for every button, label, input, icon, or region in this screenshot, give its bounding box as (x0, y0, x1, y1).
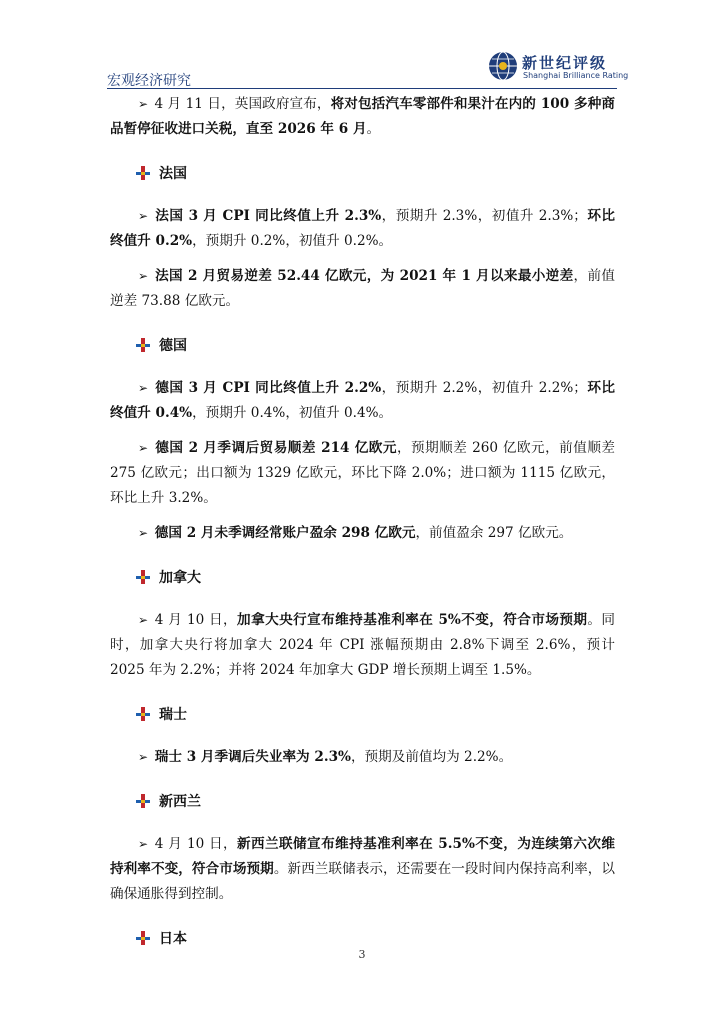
report-category-label: 宏观经济研究 (107, 73, 191, 89)
section-title: 瑞士 (159, 707, 187, 723)
arrow-bullet-icon: ➢ (138, 441, 149, 455)
section-heading-germany (110, 334, 615, 356)
list-item: ➢ 瑞士 3 月季调后失业率为 2.3%，预期及前值均为 2.2%。 (138, 749, 513, 765)
list-item: ➢ 德国 3 月 CPI 同比终值上升 2.2%，预期升 2.2%，初值升 2.2%；环比终值升 0.4%，预期升 0.4%，初值升 0.4%。 (110, 380, 615, 421)
list-item: ➢ 4 月 10 日，加拿大央行宣布维持基准利率在 5%不变，符合市场预期。同时，加拿大央行将加拿大 2024 年 CPI 涨幅预期由 2.8%下调至 2.6%，预计 2025 年为 2.2%；并将 2024 年加拿大 GDP 增长预期上调至 1.5%。 (110, 612, 616, 678)
report-body (110, 92, 615, 949)
section-heading-switzerland (110, 703, 615, 725)
section-title: 新西兰 (159, 794, 201, 810)
section-marker-icon (136, 166, 150, 180)
section-marker-icon (136, 570, 150, 584)
list-item: ➢ 法国 3 月 CPI 同比终值上升 2.3%，预期升 2.3%，初值升 2.3%；环比终值升 0.2%，预期升 0.2%，初值升 0.2%。 (110, 208, 615, 249)
globe-emblem-icon (488, 51, 518, 81)
section-heading-canada (110, 566, 615, 588)
section-marker-icon (136, 707, 150, 721)
arrow-bullet-icon: ➢ (138, 269, 149, 283)
list-item: ➢ 德国 2 月未季调经常账户盈余 298 亿欧元，前值盈余 297 亿欧元。 (138, 525, 573, 541)
section-heading-france (110, 162, 615, 184)
section-title: 法国 (159, 166, 187, 182)
page-number: 3 (358, 948, 366, 961)
arrow-bullet-icon: ➢ (138, 97, 149, 111)
section-title: 日本 (159, 931, 187, 947)
section-marker-icon (136, 931, 150, 945)
arrow-bullet-icon: ➢ (138, 209, 149, 223)
section-marker-icon (136, 794, 150, 808)
section-heading-new-zealand (110, 790, 615, 812)
intro-paragraph: ➢ 4 月 11 日，英国政府宣布，将对包括汽车零部件和果汁在内的 100 多种商品暂停征收进口关税，直至 2026 年 6 月。 (110, 96, 615, 137)
list-item: ➢ 法国 2 月贸易逆差 52.44 亿欧元，为 2021 年 1 月以来最小逆差，前值逆差 73.88 亿欧元。 (110, 268, 615, 309)
section-heading-japan (110, 927, 615, 949)
brand-logo (488, 50, 628, 84)
arrow-bullet-icon: ➢ (138, 837, 149, 851)
list-item: ➢ 4 月 10 日，新西兰联储宣布维持基准利率在 5.5%不变，为连续第六次维持利率不变，符合市场预期。新西兰联储表示，还需要在一段时间内保持高利率，以确保通胀得到控制。 (110, 836, 616, 902)
section-title: 加拿大 (159, 570, 201, 586)
logo-english-name: Shanghai Brilliance Rating (523, 71, 629, 80)
section-title: 德国 (159, 338, 187, 354)
logo-chinese-name: 新世纪评级 (522, 54, 608, 72)
header-divider (107, 88, 617, 89)
arrow-bullet-icon: ➢ (138, 750, 149, 764)
section-marker-icon (136, 338, 150, 352)
arrow-bullet-icon: ➢ (138, 613, 149, 627)
list-item: ➢ 德国 2 月季调后贸易顺差 214 亿欧元，预期顺差 260 亿欧元，前值顺差 275 亿欧元；出口额为 1329 亿欧元，环比下降 2.0%；进口额为 1115 亿欧元，环比上升 3.2%。 (110, 440, 615, 506)
arrow-bullet-icon: ➢ (138, 381, 149, 395)
arrow-bullet-icon: ➢ (138, 526, 149, 540)
